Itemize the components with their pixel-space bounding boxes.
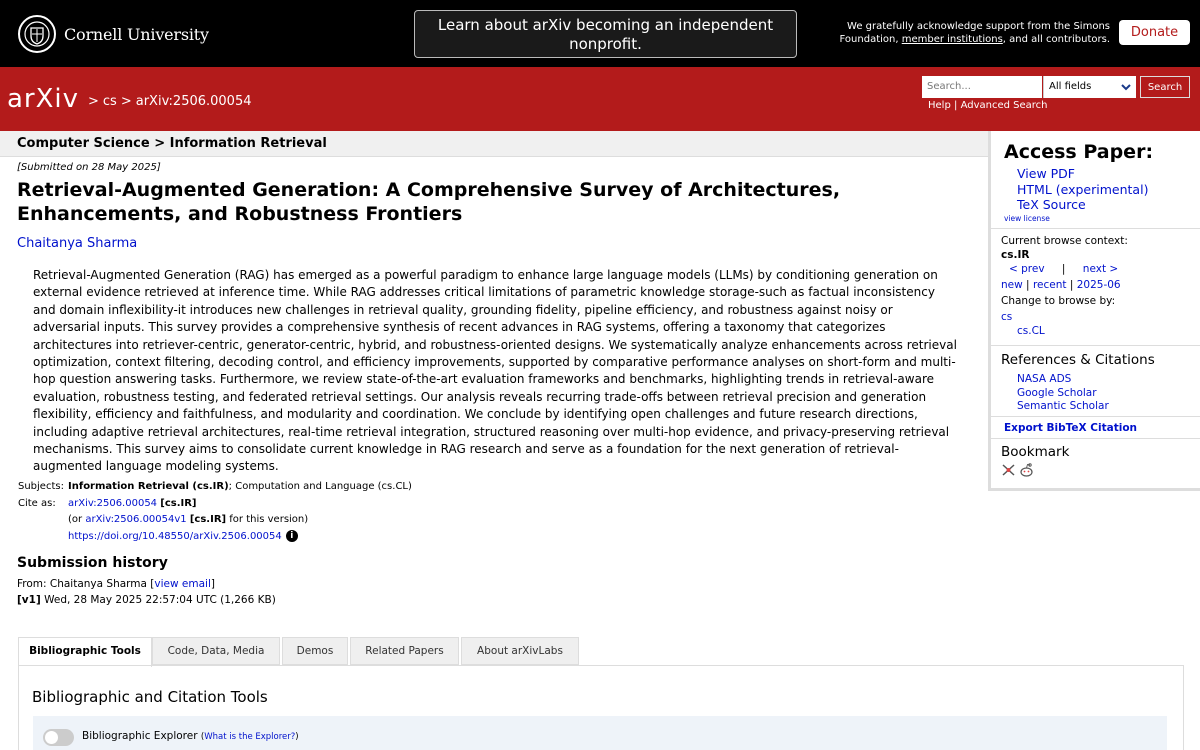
references-section bbox=[991, 345, 1200, 412]
view-license-link[interactable]: view license bbox=[1004, 214, 1050, 223]
submission-history-heading: Submission history bbox=[17, 555, 168, 571]
semantic-scholar-link[interactable]: Semantic Scholar bbox=[1017, 400, 1109, 412]
nav-separator: | bbox=[1069, 279, 1074, 291]
support-text-post: , and all contributors. bbox=[1002, 34, 1110, 45]
recent-link[interactable]: recent bbox=[1032, 279, 1067, 291]
help-link[interactable]: Help bbox=[928, 100, 951, 111]
references-heading: References & Citations bbox=[1001, 352, 1155, 368]
subject-header-text: Computer Science > Information Retrieval bbox=[17, 136, 327, 151]
author-link[interactable]: Chaitanya Sharma bbox=[17, 236, 138, 251]
search-field-select[interactable] bbox=[1043, 76, 1136, 98]
cite-id-link[interactable]: arXiv:2506.00054 bbox=[68, 497, 158, 509]
nasa-ads-link[interactable]: NASA ADS bbox=[1017, 373, 1072, 385]
paper-metadata bbox=[18, 479, 412, 545]
subject-header bbox=[0, 131, 988, 157]
export-bibtex-link[interactable]: Export BibTeX Citation bbox=[991, 416, 1200, 438]
explorer-label bbox=[82, 730, 299, 742]
bookmark-section bbox=[991, 438, 1200, 460]
chevron-down-icon bbox=[1121, 76, 1131, 107]
new-link[interactable]: new bbox=[1001, 279, 1023, 291]
cite-version-text: for this version) bbox=[229, 514, 309, 525]
explorer-toggle[interactable] bbox=[43, 729, 74, 746]
subjects-primary: Information Retrieval (cs.IR) bbox=[68, 481, 229, 492]
subjects-secondary: ; Computation and Language (cs.CL) bbox=[228, 481, 412, 492]
explorer-paren-close: ) bbox=[295, 732, 299, 742]
breadcrumb-cs[interactable]: cs bbox=[102, 94, 117, 109]
subjects-label: Subjects: bbox=[18, 481, 64, 492]
donate-button[interactable]: Donate bbox=[1119, 20, 1190, 45]
support-acknowledgement bbox=[822, 20, 1110, 46]
nonprofit-announcement-link[interactable]: Learn about arXiv becoming an independent nonprofit. bbox=[414, 10, 797, 58]
bookmark-icons bbox=[1001, 463, 1034, 477]
browse-context bbox=[1001, 233, 1196, 337]
search-input[interactable]: Search... bbox=[922, 76, 1042, 98]
context-label: Current browse context: bbox=[1001, 235, 1128, 247]
prev-link[interactable]: < prev bbox=[1009, 263, 1045, 275]
advanced-search-link[interactable]: Advanced Search bbox=[960, 100, 1048, 111]
abstract: Retrieval-Augmented Generation (RAG) has emerged as a powerful paradigm to enhance large language models (LLMs) by conditioning generation on external evidence retrieved at inference time. While RAG addresses critical limitations of parametric knowledge storage-such as factual inconsistency and domain inflexibility-it introduces new challenges in retrieval quality, grounding fidelity, pipeline efficiency, and robustness against noisy or adversarial inputs. This survey provides a comprehensive synthesis of recent advances in RAG systems, offering a taxonomy that categorizes architectures into retriever-centric, generator-centric, hybrid, and robustness-oriented designs. We systematically analyze enhancements across retrieval optimization, context filtering, decoding control, and efficiency improvements, supported by comparative performance analyses on short-form and multi-hop question answering tasks. Furthermore, we review state-of-the-art evaluation frameworks and benchmarks, highlighting trends in retrieval-aware evaluation, robustness testing, and federated retrieval settings. Our analysis reveals recurring trade-offs between retrieval precision and generation flexibility, efficiency and faithfulness, and modularity and coordination. We conclude by identifying open challenges and future research directions, including adaptive retrieval architectures, real-time retrieval integration, structured reasoning over multi-hop evidence, and privacy-preserving retrieval mechanisms. This survey aims to consolidate current knowledge in RAG research and serve as a foundation for the next generation of retrieval-augmented language modeling systems. bbox=[33, 268, 957, 474]
google-scholar-link[interactable]: Google Scholar bbox=[1017, 386, 1097, 399]
breadcrumb bbox=[88, 94, 256, 109]
help-links bbox=[928, 100, 1048, 111]
top-bar bbox=[0, 0, 1200, 67]
tab-code-data-media[interactable]: Code, Data, Media bbox=[152, 637, 280, 665]
tab-related-papers[interactable]: Related Papers bbox=[350, 637, 459, 665]
bibsonomy-icon[interactable] bbox=[1001, 463, 1016, 477]
explorer-paren-open: ( bbox=[200, 732, 205, 742]
cite-as-label: Cite as: bbox=[18, 497, 56, 509]
version-detail: Wed, 28 May 2025 22:57:04 UTC (1,266 KB) bbox=[44, 594, 276, 606]
submission-history bbox=[17, 576, 276, 608]
context-value: cs.IR bbox=[1001, 249, 1030, 261]
cite-category: [cs.IR] bbox=[160, 497, 197, 509]
tex-source-link[interactable]: TeX Source bbox=[1017, 197, 1086, 212]
member-institutions-link[interactable]: member institutions bbox=[901, 34, 1003, 45]
search-button[interactable]: Search bbox=[1140, 76, 1190, 98]
cite-v1-link[interactable]: arXiv:2506.00054v1 bbox=[85, 514, 187, 525]
doi-link[interactable]: https://doi.org/10.48550/arXiv.2506.00054 bbox=[68, 530, 282, 542]
breadcrumb-separator: > bbox=[120, 94, 132, 109]
bookmark-heading: Bookmark bbox=[1001, 444, 1070, 460]
access-links bbox=[1017, 166, 1148, 213]
tab-about-arxivlabs[interactable]: About arXivLabs bbox=[461, 637, 579, 665]
what-is-explorer-link[interactable]: What is the Explorer? bbox=[204, 732, 296, 742]
next-link[interactable]: next > bbox=[1082, 263, 1119, 275]
access-paper-box bbox=[991, 131, 1200, 229]
sidebar bbox=[988, 131, 1200, 491]
html-link[interactable]: HTML (experimental) bbox=[1017, 181, 1149, 197]
search-field-value: All fields bbox=[1049, 81, 1092, 92]
help-separator: | bbox=[954, 100, 958, 111]
month-link[interactable]: 2025-06 bbox=[1076, 279, 1121, 291]
breadcrumb-separator: > bbox=[88, 94, 99, 109]
tab-panel-heading: Bibliographic and Citation Tools bbox=[32, 688, 268, 706]
breadcrumb-paper-id: arXiv:2506.00054 bbox=[135, 94, 252, 109]
view-email-link[interactable]: view email bbox=[154, 578, 211, 590]
change-browse-label: Change to browse by: bbox=[1001, 295, 1116, 307]
cite-or-text: (or bbox=[68, 514, 83, 525]
reddit-icon[interactable] bbox=[1019, 463, 1034, 477]
submitted-date: [Submitted on 28 May 2025] bbox=[17, 162, 161, 173]
cornell-logo-link[interactable] bbox=[18, 15, 209, 53]
from-text-end: ] bbox=[210, 578, 215, 590]
references-links bbox=[1017, 373, 1109, 414]
tab-bibliographic-tools[interactable]: Bibliographic Tools bbox=[18, 637, 152, 667]
browse-cscl-link[interactable]: cs.CL bbox=[1017, 325, 1045, 337]
paper-title: Retrieval-Augmented Generation: A Comprehensive Survey of Architectures, Enhancements, and Robustness Frontiers bbox=[17, 179, 841, 225]
access-paper-heading: Access Paper: bbox=[1004, 141, 1154, 163]
info-icon[interactable]: i bbox=[286, 530, 298, 542]
cite-v1-category: [cs.IR] bbox=[189, 514, 227, 525]
support-text-pre: We gratefully acknowledge support from the Simons Foundation, bbox=[839, 21, 1110, 45]
arxiv-logo[interactable]: arXiv bbox=[7, 84, 80, 114]
nav-separator: | bbox=[1061, 263, 1066, 275]
view-pdf-link[interactable]: View PDF bbox=[1017, 166, 1075, 181]
version-tag: [v1] bbox=[17, 594, 41, 606]
tab-demos[interactable]: Demos bbox=[282, 637, 348, 665]
browse-cs-link[interactable]: cs bbox=[1001, 311, 1013, 323]
cornell-seal-icon bbox=[18, 15, 56, 53]
explorer-text: Bibliographic Explorer bbox=[82, 730, 198, 742]
nav-separator: | bbox=[1026, 279, 1030, 291]
from-text: From: Chaitanya Sharma [ bbox=[17, 578, 155, 590]
cornell-university-name: Cornell University bbox=[64, 24, 209, 44]
